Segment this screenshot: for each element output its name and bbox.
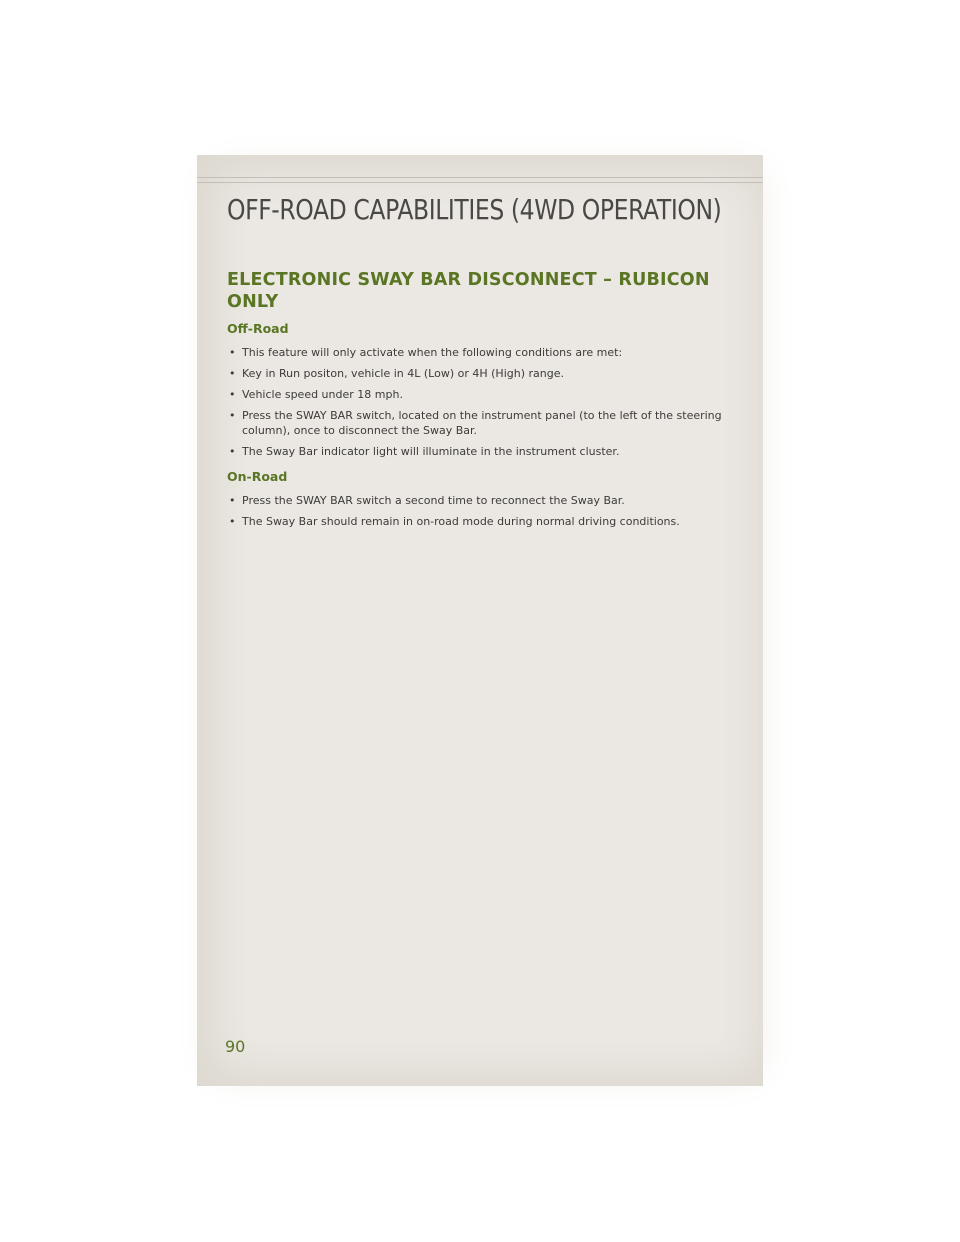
list-item-text: The Sway Bar indicator light will illuminate in the instrument cluster. xyxy=(242,445,620,458)
bullet-icon: • xyxy=(229,346,236,359)
list-item xyxy=(227,444,737,459)
article-heading: ELECTRONIC SWAY BAR DISCONNECT – RUBICON ONLY xyxy=(227,270,710,312)
off-road-list xyxy=(227,345,737,459)
on-road-heading: On-Road xyxy=(227,469,288,484)
list-item xyxy=(227,514,737,529)
page-number: 90 xyxy=(225,1037,246,1056)
bullet-icon: • xyxy=(229,515,236,528)
bullet-icon: • xyxy=(229,367,236,380)
off-road-heading: Off-Road xyxy=(227,321,289,336)
list-item-text: Key in Run positon, vehicle in 4L (Low) or 4H (High) range. xyxy=(242,367,564,380)
list-item-text: Press the SWAY BAR switch a second time to reconnect the Sway Bar. xyxy=(242,494,625,507)
section-title: OFF-ROAD CAPABILITIES (4WD OPERATION) xyxy=(227,193,722,226)
manual-page xyxy=(197,155,763,1086)
list-item xyxy=(227,345,737,360)
header-rule-top xyxy=(197,177,763,178)
header-rule-bottom xyxy=(197,182,763,183)
on-road-list xyxy=(227,493,737,529)
list-item xyxy=(227,493,737,508)
bullet-icon: • xyxy=(229,409,236,422)
bullet-icon: • xyxy=(229,388,236,401)
bullet-icon: • xyxy=(229,445,236,458)
article xyxy=(227,269,737,535)
list-item-text: Vehicle speed under 18 mph. xyxy=(242,388,403,401)
list-item-text: The Sway Bar should remain in on-road mode during normal driving conditions. xyxy=(242,515,680,528)
list-item-text: Press the SWAY BAR switch, located on the instrument panel (to the left of the steering column), once to disconnect the Sway Bar. xyxy=(242,409,722,437)
list-item xyxy=(227,408,737,438)
bullet-icon: • xyxy=(229,494,236,507)
list-item xyxy=(227,387,737,402)
list-item-text: This feature will only activate when the following conditions are met: xyxy=(242,346,623,359)
list-item xyxy=(227,366,737,381)
